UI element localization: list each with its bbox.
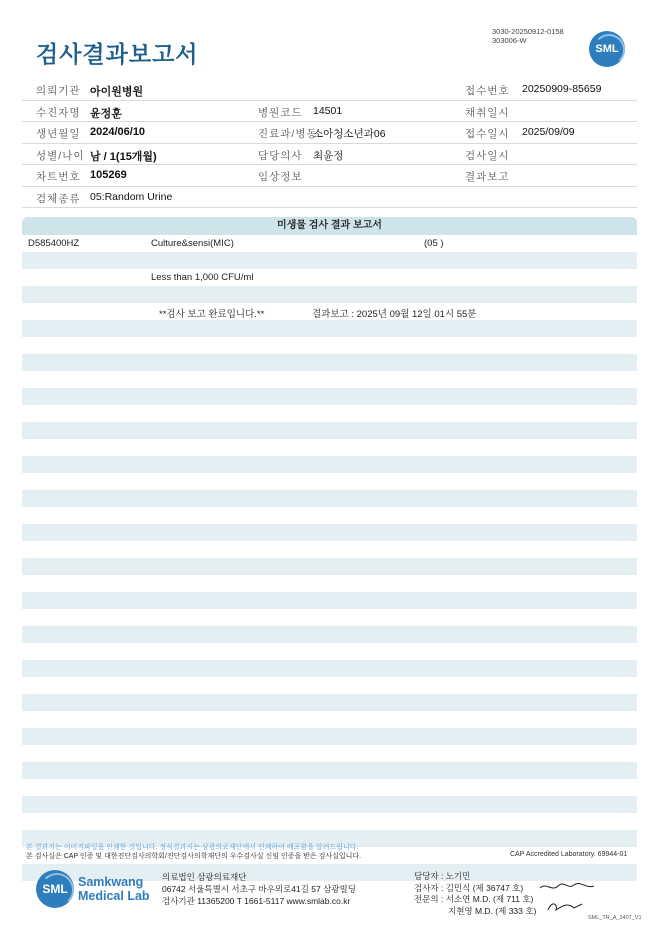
band-row bbox=[22, 762, 637, 779]
band-row bbox=[22, 643, 637, 660]
info-value: 남 / 1(15개월) bbox=[90, 150, 157, 163]
info-value: 05:Random Urine bbox=[90, 190, 173, 203]
band-row bbox=[22, 558, 637, 575]
info-value: 2024/06/10 bbox=[90, 126, 146, 138]
info-value: 소아청소년과06 bbox=[313, 128, 386, 140]
band-row bbox=[22, 422, 637, 439]
accreditation-notice: 본 검사실은 CAP 인증 및 대한진단검사의학회/진단검사의학재단의 우수검사실 신임 인증을 받은 검사실입니다. bbox=[26, 853, 362, 860]
report-title: 검사결과보고서 bbox=[36, 41, 199, 67]
band-row bbox=[22, 388, 637, 405]
info-value: 2025/09/09 bbox=[522, 126, 575, 138]
institution-contact: 검사기관 11365200 T 1661-5117 www.smlab.co.kr bbox=[162, 896, 351, 906]
specimen-code: (05 ) bbox=[424, 238, 444, 249]
result-value: Less than 1,000 CFU/ml bbox=[151, 272, 254, 283]
info-label: 의뢰기관 bbox=[36, 85, 81, 97]
band-row bbox=[22, 439, 637, 456]
info-label: 임상정보 bbox=[258, 171, 303, 183]
info-label: 담당의사 bbox=[258, 149, 303, 162]
info-label: 차트번호 bbox=[36, 171, 81, 183]
sml-logo-icon bbox=[36, 870, 74, 908]
band-row bbox=[22, 779, 637, 796]
band-row bbox=[22, 541, 637, 558]
institution-info bbox=[162, 871, 356, 907]
info-value: 아이원병원 bbox=[90, 86, 144, 98]
info-value: 최윤정 bbox=[313, 149, 344, 162]
info-label: 결과보고 bbox=[465, 171, 510, 183]
info-value: 14501 bbox=[313, 104, 343, 117]
form-code: SML_TR_A_2407_V1 bbox=[588, 915, 642, 921]
completion-note: **검사 보고 완료입니다.** bbox=[159, 309, 265, 320]
result-table-header: 미생물 검사 결과 보고서 bbox=[22, 217, 637, 235]
result-row-value bbox=[22, 269, 637, 286]
band-row bbox=[22, 745, 637, 762]
band-row bbox=[22, 507, 637, 524]
band-row bbox=[22, 473, 637, 490]
logo-mark-text: SML bbox=[42, 882, 68, 896]
staff-info bbox=[414, 871, 536, 917]
staff-contact-person: 담당자 : 노기민 bbox=[414, 871, 471, 881]
staff-examiner: 검사자 : 김민식 (제 36747 호) bbox=[414, 882, 524, 893]
info-row bbox=[22, 187, 637, 209]
info-row bbox=[22, 101, 637, 123]
institution-name: 의료법인 삼광의료재단 bbox=[162, 872, 247, 882]
cap-accreditation: CAP Accredited Laboratory. 69944-01 bbox=[510, 851, 628, 858]
band-row bbox=[22, 405, 637, 422]
sml-logo-icon bbox=[589, 31, 625, 67]
info-value: 105269 bbox=[90, 169, 127, 181]
document-number-line-1: 3030-20250912-0158 bbox=[492, 27, 564, 36]
band-row bbox=[22, 711, 637, 728]
info-label: 성별/나이 bbox=[36, 149, 85, 162]
test-code: D585400HZ bbox=[28, 238, 80, 249]
info-label: 진료과/병동 bbox=[258, 128, 318, 140]
band-row bbox=[22, 728, 637, 745]
info-value: 윤정훈 bbox=[90, 107, 122, 120]
band-row bbox=[22, 371, 637, 388]
info-value: 20250909-85659 bbox=[522, 83, 602, 95]
result-row-note bbox=[22, 303, 637, 320]
band-row bbox=[22, 626, 637, 643]
info-label: 병원코드 bbox=[258, 106, 303, 119]
info-label: 검체종류 bbox=[36, 192, 81, 205]
band-row bbox=[22, 609, 637, 626]
samkwang-logo bbox=[36, 870, 150, 908]
band-row bbox=[22, 677, 637, 694]
info-label: 수진자명 bbox=[36, 106, 81, 119]
info-row bbox=[22, 144, 637, 166]
logo-line-1: Samkwang bbox=[78, 875, 144, 889]
info-label: 채취일시 bbox=[465, 106, 510, 119]
staff-specialist-1: 전문의 : 서소연 M.D. (제 711 호) bbox=[414, 894, 534, 904]
document-number bbox=[492, 27, 564, 45]
band-row bbox=[22, 337, 637, 354]
info-row bbox=[22, 79, 637, 101]
staff-specialist-2: 지현영 M.D. (제 333 호) bbox=[448, 905, 537, 916]
logo-line-2: Medical Lab bbox=[78, 889, 150, 903]
result-table bbox=[22, 217, 637, 898]
signature-graphic bbox=[538, 880, 598, 916]
document-number-line-2: 303006-W bbox=[492, 36, 527, 45]
info-label: 검사일시 bbox=[465, 149, 510, 162]
band-row bbox=[22, 354, 637, 371]
info-label: 접수일시 bbox=[465, 128, 510, 140]
band-row bbox=[22, 592, 637, 609]
result-row-test bbox=[22, 235, 637, 252]
institution-address: 06742 서울특별시 서초구 바우뫼로41길 57 삼광빌딩 bbox=[162, 884, 356, 894]
band-row bbox=[22, 813, 637, 830]
info-label: 접수번호 bbox=[465, 85, 510, 97]
band-row bbox=[22, 575, 637, 592]
band-row bbox=[22, 694, 637, 711]
band-row bbox=[22, 490, 637, 507]
test-name: Culture&sensi(MIC) bbox=[151, 238, 234, 249]
info-row bbox=[22, 165, 637, 187]
report-time: 결과보고 : 2025년 09월 12일 01시 55분 bbox=[312, 309, 477, 320]
band-row bbox=[22, 252, 637, 269]
band-row bbox=[22, 456, 637, 473]
band-row bbox=[22, 286, 637, 303]
band-row bbox=[22, 660, 637, 677]
info-label: 생년월일 bbox=[36, 128, 81, 140]
patient-info-table bbox=[22, 79, 637, 208]
band-row bbox=[22, 524, 637, 541]
band-row bbox=[22, 796, 637, 813]
image-print-notice: 본 결과지는 이미지파일을 인쇄한 것입니다. 정식결과지는 삼광의료재단에서 인쇄하여 배포함을 알려드립니다. bbox=[26, 844, 359, 851]
band-row bbox=[22, 320, 637, 337]
logo-text: SML bbox=[595, 43, 619, 55]
info-row bbox=[22, 122, 637, 144]
